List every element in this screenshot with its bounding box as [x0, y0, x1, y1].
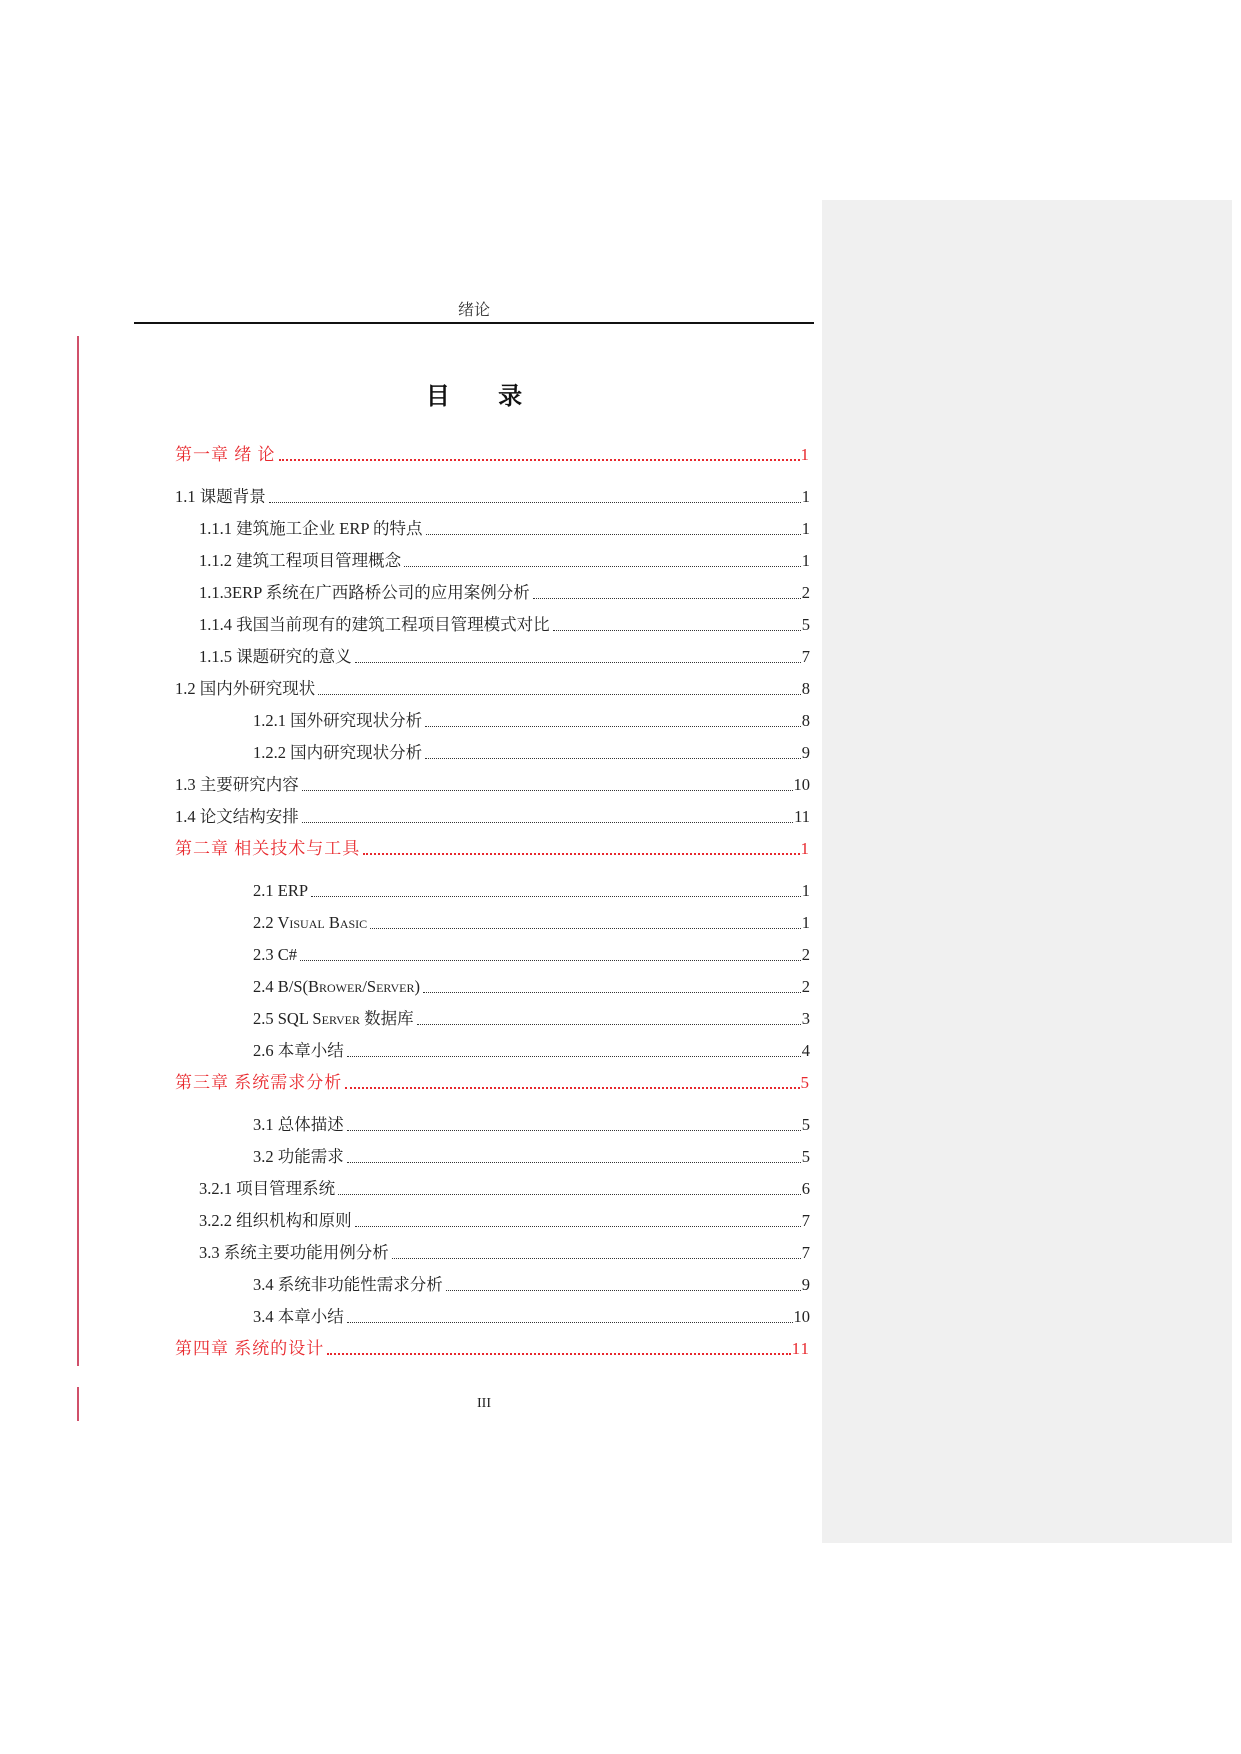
toc-entry-text: 1.4 论文结构安排	[175, 807, 299, 826]
toc-leader	[446, 1290, 801, 1291]
toc-entry[interactable]	[253, 911, 810, 935]
toc-leader	[279, 459, 800, 461]
toc-entry-page: 8	[801, 711, 810, 730]
toc-leader	[363, 853, 799, 855]
toc-entry[interactable]	[175, 443, 810, 467]
toc-leader	[426, 534, 801, 535]
toc-entry-page: 7	[801, 1243, 810, 1262]
toc-entry[interactable]	[199, 1241, 810, 1265]
toc-entry[interactable]	[175, 485, 810, 509]
toc-leader	[355, 662, 801, 663]
toc-entry-page: 9	[801, 743, 810, 762]
toc-entry-text: 2.5 SQL Server 数据库	[253, 1009, 414, 1028]
toc-leader	[300, 960, 801, 961]
toc-entry-page: 10	[793, 775, 810, 794]
toc-entry-page: 10	[793, 1307, 810, 1326]
toc-entry-page: 1	[801, 519, 810, 538]
toc-entry-text: 3.3 系统主要功能用例分析	[199, 1243, 389, 1262]
toc-entry-page: 1	[801, 913, 810, 932]
toc-entry-page: 2	[801, 583, 810, 602]
toc-entry-text: 3.2.1 项目管理系统	[199, 1179, 336, 1198]
toc-entry-text: 第一章 绪 论	[175, 445, 276, 464]
toc-entry[interactable]	[175, 1337, 810, 1361]
toc-entry-text: 2.2 Visual Basic	[253, 913, 368, 932]
toc-entry[interactable]	[253, 943, 810, 967]
toc-entry-text: 1.1.2 建筑工程项目管理概念	[199, 551, 402, 570]
toc-leader	[269, 502, 801, 503]
toc-title: 目 录	[425, 382, 543, 410]
toc-entry[interactable]	[253, 879, 810, 903]
toc-leader	[327, 1353, 790, 1355]
toc-entry-text: 第四章 系统的设计	[175, 1339, 325, 1358]
toc-entry-page: 7	[801, 1211, 810, 1230]
toc-entry-page: 5	[801, 1115, 810, 1134]
toc-leader	[347, 1130, 801, 1131]
toc-leader	[302, 790, 793, 791]
toc-entry-page: 9	[801, 1275, 810, 1294]
toc-entry-text: 1.1.4 我国当前现有的建筑工程项目管理模式对比	[199, 615, 550, 634]
toc-entry-page: 6	[801, 1179, 810, 1198]
toc-entry-text: 1.1.5 课题研究的意义	[199, 647, 352, 666]
toc-leader	[370, 928, 801, 929]
toc-leader	[392, 1258, 801, 1259]
toc-leader	[404, 566, 801, 567]
toc-entry-page: 5	[800, 1073, 810, 1092]
toc-entry-text: 第二章 相关技术与工具	[175, 839, 361, 858]
toc-entry-text: 1.2.2 国内研究现状分析	[253, 743, 423, 762]
toc-entry-text: 2.6 本章小结	[253, 1041, 344, 1060]
toc-leader	[345, 1087, 799, 1089]
toc-entry-page: 1	[801, 487, 810, 506]
toc-entry[interactable]	[253, 1039, 810, 1063]
change-bar	[77, 1387, 79, 1421]
toc-entry[interactable]	[253, 1007, 810, 1031]
toc-entry-text: 3.2 功能需求	[253, 1147, 344, 1166]
toc-entry-text: 1.1.1 建筑施工企业 ERP 的特点	[199, 519, 423, 538]
toc-entry[interactable]	[199, 581, 810, 605]
toc-entry-text: 1.2 国内外研究现状	[175, 679, 316, 698]
page-number: III	[477, 1396, 491, 1411]
toc-leader	[553, 630, 801, 631]
toc-leader	[311, 896, 801, 897]
toc-entry[interactable]	[175, 1071, 810, 1095]
toc-entry-page: 5	[801, 615, 810, 634]
header-rule	[134, 322, 814, 324]
toc-leader	[347, 1056, 801, 1057]
toc-entry-page: 1	[800, 445, 810, 464]
toc-entry-text: 1.3 主要研究内容	[175, 775, 299, 794]
toc-leader	[425, 726, 801, 727]
toc-entry-page: 2	[801, 945, 810, 964]
toc-entry-text: 第三章 系统需求分析	[175, 1073, 343, 1092]
toc-entry[interactable]	[253, 975, 810, 999]
toc-entry[interactable]	[253, 709, 810, 733]
toc-leader	[347, 1162, 801, 1163]
toc-entry[interactable]	[175, 805, 810, 829]
toc-entry-text: 2.4 B/S(Brower/Server)	[253, 977, 420, 996]
toc-leader	[318, 694, 801, 695]
toc-entry[interactable]	[253, 1273, 810, 1297]
toc-entry-page: 4	[801, 1041, 810, 1060]
toc-entry[interactable]	[199, 549, 810, 573]
toc-entry-text: 1.2.1 国外研究现状分析	[253, 711, 423, 730]
toc-entry-page: 1	[801, 551, 810, 570]
change-bar	[77, 336, 79, 1366]
toc-entry-text: 3.2.2 组织机构和原则	[199, 1211, 352, 1230]
toc-entry-text: 1.1 课题背景	[175, 487, 266, 506]
toc-entry-page: 7	[801, 647, 810, 666]
toc-entry-page: 11	[794, 807, 810, 826]
toc-entry-text: 2.1 ERP	[253, 881, 309, 900]
toc-leader	[423, 992, 801, 993]
toc-entry[interactable]	[253, 741, 810, 765]
toc-entry[interactable]	[199, 645, 810, 669]
toc-entry-text: 3.4 系统非功能性需求分析	[253, 1275, 443, 1294]
toc-entry-page: 11	[791, 1339, 810, 1358]
toc-entry[interactable]	[253, 1305, 810, 1329]
toc-leader	[347, 1322, 793, 1323]
toc-entry[interactable]	[199, 613, 810, 637]
toc-entry-text: 3.4 本章小结	[253, 1307, 344, 1326]
toc-entry[interactable]	[175, 773, 810, 797]
toc-leader	[417, 1024, 801, 1025]
toc-entry-page: 2	[801, 977, 810, 996]
toc-entry-text: 1.1.3ERP 系统在广西路桥公司的应用案例分析	[199, 583, 530, 602]
toc-entry-page: 5	[801, 1147, 810, 1166]
comment-pane	[822, 200, 1232, 1543]
toc-entry[interactable]	[199, 1209, 810, 1233]
toc-leader	[338, 1194, 801, 1195]
toc-entry[interactable]	[199, 1177, 810, 1201]
toc-leader	[425, 758, 801, 759]
toc-leader	[355, 1226, 801, 1227]
toc-entry-page: 8	[801, 679, 810, 698]
toc-entry-page: 1	[800, 839, 810, 858]
toc-leader	[533, 598, 801, 599]
toc-entry-text: 3.1 总体描述	[253, 1115, 344, 1134]
toc-entry[interactable]	[253, 1113, 810, 1137]
toc-entry[interactable]	[253, 1145, 810, 1169]
toc-entry[interactable]	[175, 677, 810, 701]
toc-entry-page: 3	[801, 1009, 810, 1028]
toc-entry-text: 2.3 C#	[253, 945, 298, 964]
toc-entry[interactable]	[199, 517, 810, 541]
toc-entry[interactable]	[175, 837, 810, 861]
toc-leader	[302, 822, 793, 823]
running-header: 绪论	[457, 302, 490, 319]
toc-entry-page: 1	[801, 881, 810, 900]
